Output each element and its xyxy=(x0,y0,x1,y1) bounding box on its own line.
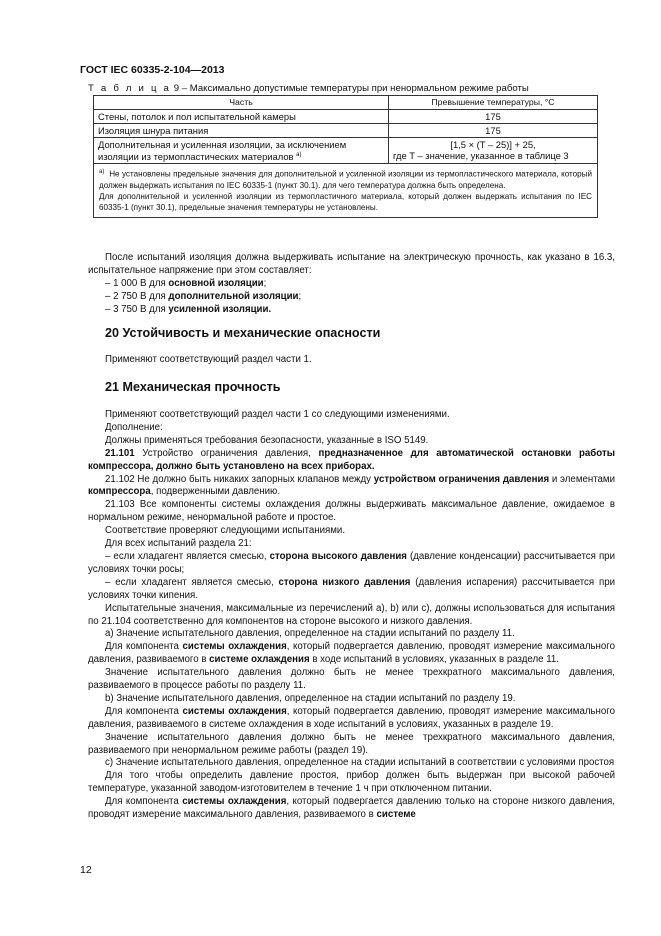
standard-header: ГОСТ IEC 60335-2-104—2013 xyxy=(80,64,225,76)
section-21-body: Применяют соответствующий раздел части 1 со следующими изменениями. Дополнение: Должны применяться требования безопасности, указанные в ISO 5149. 21.101 Устройство ограничения давления, предназначенное для автоматической остановки работы компрессора, должно быть установлено на всех приборах. 21.102 Не должно быть никаких запорных клапанов между устройством ограничения давления и элементами компрессора, подверженными давлению. 21.103 Все компоненты системы охлаждения должны выдерживать максимальное давление, ожидаемое в нормальном режиме, ненормальной работе и простое. Соответствие проверяют следующими испытаниями. Для всех испытаний раздела 21: – если хладагент является смесью, сторона высокого давления (давление конденсации) рассчитывается при условиях точки росы; – если хладагент является смесью, сторона низкого давления (давления испарения) рассчитывается при условиях точки кипения. Испытательные значения, максимальные из перечислений а), b) или с), должны использоваться для испытания по 21.104 соответственно для компонентов на стороне высокого и низкого давления. а) Значение испытательного давления, определенное на стадии испытаний по разделу 11. Для компонента системы охлаждения, который подвергается давлению, проводят измерение максимального давления, развиваемого в системе охлаждения в ходе испытаний в условиях, указанных в разделе 11. Значение испытательного давления должно быть не менее трехкратного максимального давления, развиваемого в процессе работы по разделу 11. b) Значение испытательного давления, определенное на стадии испытаний по разделу 19. Для компонента системы охлаждения, который подвергается давлению, проводят измерение максимального давления, развиваемого в системе охлаждения в ходе испытаний в условиях, указанных в разделе 19. Значение испытательного давления должно быть не менее трехкратного максимального давления, развиваемого при ненормальном режиме работы (раздел 19). с) Значение испытательного давления, определенное на стадии испытаний в соответствии с условиями простоя Для того чтобы определить давление простоя, прибор должен быть выдержан при высокой рабочей температуре, указанной заводом-изготовителем в течение 1 ч при отключенном питании. Для компонента системы охлаждения, который подвергается давлению только на стороне низкого давления, проводят измерение максимального давления, развиваемого в системе xyxy=(88,409,615,821)
table-row xyxy=(94,138,598,164)
table-header-row xyxy=(94,96,598,110)
table-cell: 175 xyxy=(389,110,598,124)
after-table-text: После испытаний изоляция должна выдерживать испытание на электрическую прочность, как указано в 16.3, испытательное напряжение при этом составляет: – 1 000 В для основной изоляции; – 2 750 В для дополнительной изоляции; – 3 750 В для усиленной изоляции. xyxy=(88,252,615,315)
table-cell: Дополнительная и усиленная изоляции, за исключением изоляции из термопластических материалов $^{a)}$ xyxy=(94,138,389,164)
section-20-title: 20 Устойчивость и механические опасности xyxy=(105,326,381,340)
table-cell: 175 xyxy=(389,124,598,138)
table-caption: Т а б л и ц а 9 – Максимально допустимые температуры при ненормальном режиме работы xyxy=(88,83,529,94)
column-header-temp: Превышение температуры, °С xyxy=(389,96,598,110)
table-footnote-row xyxy=(94,164,598,218)
list-item: – 3 750 В для усиленной изоляции. xyxy=(105,303,272,315)
temperature-table xyxy=(93,95,598,218)
list-item: – 2 750 В для дополнительной изоляции; xyxy=(105,290,302,302)
table-cell: Изоляция шнура питания xyxy=(94,124,389,138)
table-cell: Стены, потолок и пол испытательной камеры xyxy=(94,110,389,124)
table-row xyxy=(94,110,598,124)
table-footnote: $^{a)}$ Не установлены предельные значения для дополнительной и усиленной изоляции из термопластического материала, который должен выдержать испытания по IEC 60335-1 (пункт 30.1). для чего температура должна быть определена. Для дополнительной и усиленной изоляции из термопластичного материала, который должен выдержать испытания по IEC 60335-1 (пункт 30.1), предельные значения температуры не установлены. xyxy=(94,164,598,218)
table-row xyxy=(94,124,598,138)
list-item: – 1 000 В для основной изоляции; xyxy=(105,277,267,289)
page-number: 12 xyxy=(80,864,92,876)
section-20-text: Применяют соответствующий раздел части 1. xyxy=(105,354,312,365)
table-cell: [1,5 × (T – 25)] + 25, где T – значение, указанное в таблице 3 xyxy=(389,138,598,164)
section-21-title: 21 Механическая прочность xyxy=(105,380,281,394)
column-header-part: Часть xyxy=(94,96,389,110)
footnote-mark: a) xyxy=(296,152,302,158)
